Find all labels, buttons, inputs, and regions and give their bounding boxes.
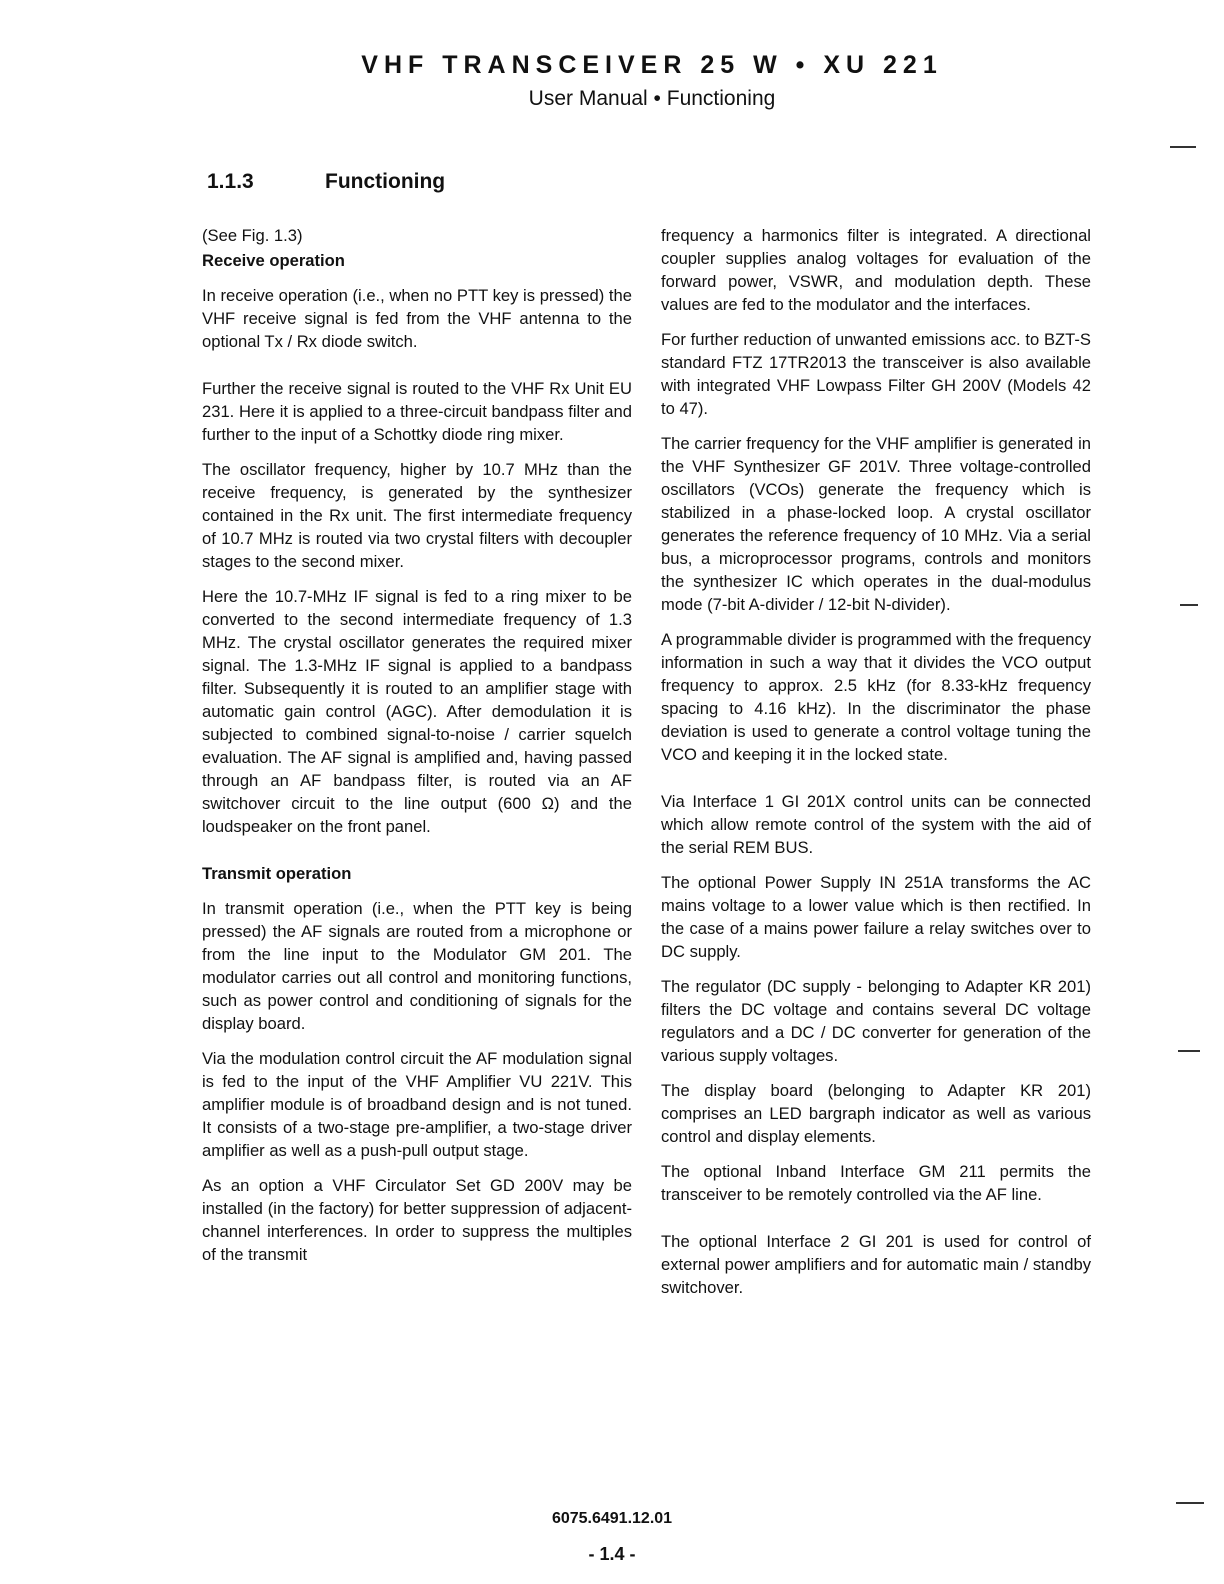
- page-header: [0, 48, 1224, 116]
- paragraph: Here the 10.7-MHz IF signal is fed to a ring mixer to be converted to the second intermediate frequency of 1.3 MHz. The crystal oscillator generates the required mixer signal. The 1.3-MHz IF signal is applied to a bandpass filter. Subsequently it is routed to an amplifier stage with automatic gain control (AGC). After demodulation it is subjected to combined signal-to-noise / carrier squelch evaluation. The AF signal is amplified and, having passed through an AF bandpass filter, is routed via an AF switchover circuit to the line output (600 Ω) and the loudspeaker on the front panel.: [202, 587, 632, 836]
- margin-tick-mark: [1170, 146, 1196, 148]
- receive-operation-heading: Receive operation: [202, 251, 345, 270]
- left-column: [202, 224, 632, 1278]
- paragraph: For further reduction of unwanted emissions acc. to BZT-S standard FTZ 17TR2013 the transceiver is also available with integrated VHF Lowpass Filter GH 200V (Models 42 to 47).: [661, 330, 1091, 418]
- document-number: 6075.6491.12.01: [551, 1510, 673, 1527]
- paragraph: The oscillator frequency, higher by 10.7 MHz than the receive frequency, is generated by the synthesizer contained in the Rx unit. The first intermediate frequency of 10.7 MHz is routed via two crystal filters with decoupler stages to the second mixer.: [202, 460, 632, 571]
- margin-tick-mark: [1180, 604, 1198, 606]
- section-heading: [207, 170, 445, 194]
- paragraph: A programmable divider is programmed with the frequency information in such a way that it divides the VCO output frequency to approx. 2.5 kHz (for 8.33-kHz frequency spacing to 4.16 kHz). In the discriminator the phase deviation is used to generate a control voltage tuning the VCO and keeping it in the locked state.: [661, 630, 1091, 764]
- margin-tick-mark: [1178, 1050, 1200, 1052]
- paragraph: frequency a harmonics filter is integrated. A directional coupler supplies analog voltages for evaluation of the forward power, VSWR, and modulation depth. These values are fed to the modulator and the interfaces.: [661, 226, 1091, 314]
- paragraph: The optional Interface 2 GI 201 is used for control of external power amplifiers and for automatic main / standby switchover.: [661, 1232, 1091, 1297]
- paragraph: In transmit operation (i.e., when the PTT key is being pressed) the AF signals are routed from a microphone or from the line input to the Modulator GM 201. The modulator carries out all control and monitoring functions, such as power control and conditioning of signals for the display board.: [202, 899, 632, 1033]
- paragraph: The optional Inband Interface GM 211 permits the transceiver to be remotely controlled via the AF line.: [661, 1162, 1091, 1204]
- figure-reference: (See Fig. 1.3): [202, 226, 303, 245]
- margin-tick-mark: [1176, 1502, 1204, 1504]
- page-number: - 1.4 -: [588, 1544, 636, 1564]
- document-title: VHF TRANSCEIVER 25 W • XU 221: [361, 51, 943, 79]
- section-title: Functioning: [325, 170, 446, 193]
- section-number: 1.1.3: [207, 170, 254, 193]
- document-subtitle: User Manual • Functioning: [528, 87, 776, 110]
- paragraph: The display board (belonging to Adapter KR 201) comprises an LED bargraph indicator as well as various control and display elements.: [661, 1081, 1091, 1146]
- paragraph: The regulator (DC supply - belonging to Adapter KR 201) filters the DC voltage and contains several DC voltage regulators and a DC / DC converter for generation of the various supply voltages.: [661, 977, 1091, 1065]
- paragraph: As an option a VHF Circulator Set GD 200V may be installed (in the factory) for better suppression of adjacent-channel interferences. In order to suppress the multiples of the transmit: [202, 1176, 632, 1264]
- paragraph: Via the modulation control circuit the AF modulation signal is fed to the input of the VHF Amplifier VU 221V. This amplifier module is of broadband design and is not tuned. It consists of a two-stage pre-amplifier, a two-stage driver amplifier as well as a push-pull output stage.: [202, 1049, 632, 1160]
- paragraph: The optional Power Supply IN 251A transforms the AC mains voltage to a lower value which is then rectified. In the case of a mains power failure a relay switches over to DC supply.: [661, 873, 1091, 961]
- paragraph: The carrier frequency for the VHF amplifier is generated in the VHF Synthesizer GF 201V. Three voltage-controlled oscillators (VCOs) generate the frequency which is stabilized in a phase-locked loop. A crystal oscillator generates the reference frequency of 10 MHz. Via a serial bus, a microprocessor programs, controls and monitors the synthesizer IC which operates in the dual-modulus mode (7-bit A-divider / 12-bit N-divider).: [661, 434, 1091, 614]
- transmit-operation-heading: Transmit operation: [202, 864, 352, 883]
- right-column: [661, 224, 1091, 1311]
- paragraph: In receive operation (i.e., when no PTT key is pressed) the VHF receive signal is fed from the VHF antenna to the optional Tx / Rx diode switch.: [202, 286, 632, 351]
- paragraph: Further the receive signal is routed to the VHF Rx Unit EU 231. Here it is applied to a three-circuit bandpass filter and further to the input of a Schottky diode ring mixer.: [202, 379, 632, 444]
- paragraph: Via Interface 1 GI 201X control units can be connected which allow remote control of the system with the aid of the serial REM BUS.: [661, 792, 1091, 857]
